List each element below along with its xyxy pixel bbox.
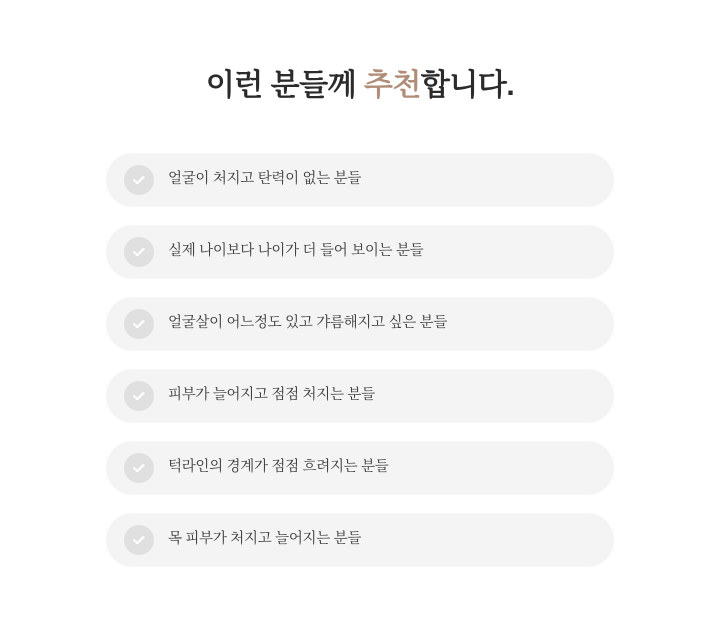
list-item-label: 목 피부가 처지고 늘어지는 분들 — [168, 531, 362, 548]
list-item — [106, 225, 614, 279]
check-circle-icon — [124, 453, 154, 483]
page-title — [0, 0, 720, 105]
list-item-label: 얼굴이 처지고 탄력이 없는 분들 — [168, 171, 362, 188]
recommendation-list — [0, 153, 720, 567]
check-circle-icon — [124, 525, 154, 555]
list-item — [106, 297, 614, 351]
check-circle-icon — [124, 165, 154, 195]
list-item — [106, 513, 614, 567]
page-title-suffix: 합니다. — [420, 69, 515, 102]
page-title-prefix: 이런 분들께 — [205, 69, 364, 102]
list-item-label: 턱라인의 경계가 점점 흐려지는 분들 — [168, 459, 389, 476]
list-item-label: 피부가 늘어지고 점점 처지는 분들 — [168, 387, 375, 404]
check-circle-icon — [124, 309, 154, 339]
list-item — [106, 153, 614, 207]
check-circle-icon — [124, 237, 154, 267]
list-item — [106, 369, 614, 423]
list-item — [106, 441, 614, 495]
list-item-label: 실제 나이보다 나이가 더 들어 보이는 분들 — [168, 243, 424, 260]
list-item-label: 얼굴살이 어느정도 있고 갸름해지고 싶은 분들 — [168, 315, 448, 332]
page-title-accent: 추천 — [363, 69, 421, 102]
check-circle-icon — [124, 381, 154, 411]
